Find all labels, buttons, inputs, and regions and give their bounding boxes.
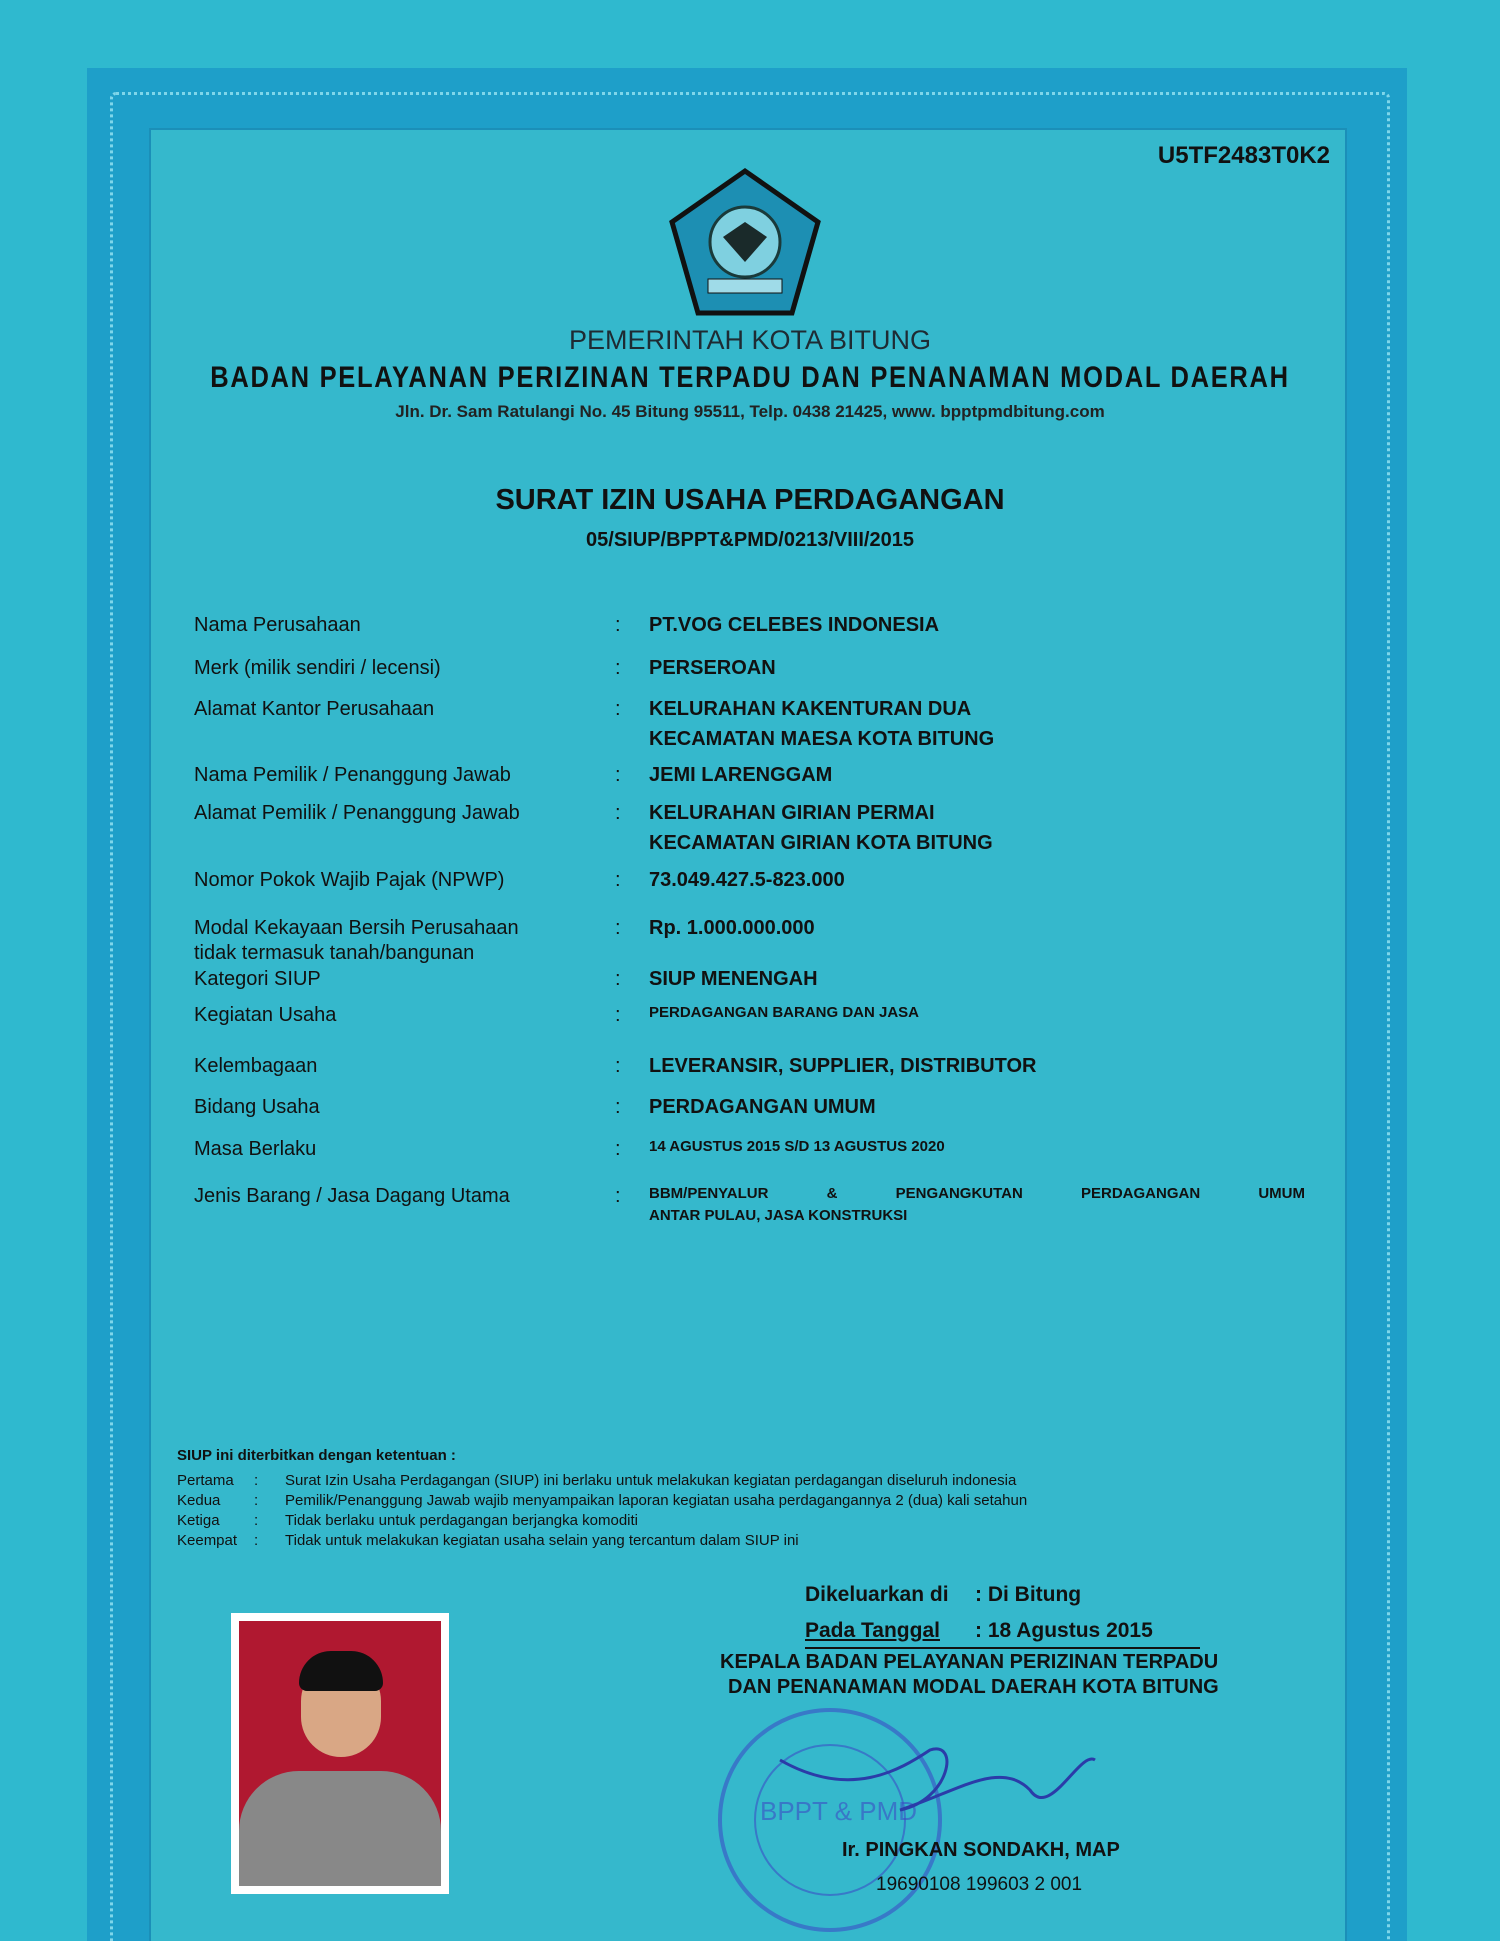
field-label: Nama Pemilik / Penanggung Jawab (194, 764, 511, 786)
government-name: PEMERINTAH KOTA BITUNG (568, 325, 932, 355)
field-colon: : (615, 1004, 621, 1026)
issue-place-label: Dikeluarkan di (805, 1583, 949, 1606)
term-colon: : (254, 1512, 259, 1529)
field-value: 14 AGUSTUS 2015 S/D 13 AGUSTUS 2020 (649, 1138, 945, 1155)
field-value: KELURAHAN GIRIAN PERMAI (649, 802, 935, 824)
date-underline (805, 1647, 1200, 1649)
field-colon: : (615, 1055, 621, 1077)
field-label: Modal Kekayaan Bersih Perusahaan (194, 917, 519, 939)
term-colon: : (254, 1532, 259, 1549)
term-item (177, 1512, 639, 1529)
agency-name: BADAN PELAYANAN PERIZINAN TERPADU DAN PENANAMAN MODAL DAERAH (210, 361, 1290, 394)
field-label: Kategori SIUP (194, 968, 321, 990)
term-key: Pertama (177, 1472, 234, 1489)
field-value: SIUP MENENGAH (649, 968, 818, 990)
field-label: Nomor Pokok Wajib Pajak (NPWP) (194, 869, 505, 891)
stamp-text: BPPT & PMD (760, 1796, 918, 1826)
official-stamp-and-signature (700, 1690, 1120, 1941)
official-name: Ir. PINGKAN SONDAKH, MAP (842, 1839, 1120, 1861)
term-text: Pemilik/Penanggung Jawab wajib menyampaikan laporan kegiatan usaha perdagangannya 2 (dua) kali setahun (285, 1492, 1028, 1509)
document-title: SURAT IZIN USAHA PERDAGANGAN (495, 484, 1005, 516)
field-colon: : (615, 614, 621, 636)
field-label: Alamat Kantor Perusahaan (194, 698, 435, 720)
term-item (177, 1532, 799, 1549)
field-colon: : (615, 657, 621, 679)
terms-heading: SIUP ini diterbitkan dengan ketentuan : (177, 1447, 456, 1464)
official-title-1: KEPALA BADAN PELAYANAN PERIZINAN TERPADU (720, 1651, 1219, 1673)
field-label: Kegiatan Usaha (194, 1004, 337, 1026)
field-colon: : (615, 968, 621, 990)
field-colon: : (615, 917, 621, 939)
field-label: Alamat Pemilik / Penanggung Jawab (194, 802, 520, 824)
field-value: JEMI LARENGGAM (649, 764, 833, 786)
field-label: Masa Berlaku (194, 1138, 317, 1160)
field-colon: : (615, 802, 621, 824)
field-value: PT.VOG CELEBES INDONESIA (649, 614, 940, 636)
field-value: PERDAGANGAN BARANG DAN JASA (649, 1004, 920, 1021)
field-value: PERDAGANGAN UMUM (649, 1096, 876, 1118)
term-text: Tidak untuk melakukan kegiatan usaha selain yang tercantum dalam SIUP ini (285, 1532, 799, 1549)
field-value: KELURAHAN KAKENTURAN DUA (649, 698, 972, 720)
field-value: KECAMATAN MAESA KOTA BITUNG (649, 728, 995, 750)
field-value: PERSEROAN (649, 657, 776, 679)
field-label: Kelembagaan (194, 1055, 318, 1077)
issue-place: : Di Bitung (975, 1583, 1082, 1606)
issue-date-label: Pada Tanggal (805, 1619, 940, 1642)
kota-bitung-logo (668, 167, 822, 317)
term-key: Ketiga (177, 1512, 220, 1529)
term-colon: : (254, 1472, 259, 1489)
official-title-2: DAN PENANAMAN MODAL DAERAH KOTA BITUNG (728, 1676, 1219, 1698)
term-key: Keempat (177, 1532, 238, 1549)
term-item (177, 1492, 1028, 1509)
issue-date: : 18 Agustus 2015 (975, 1619, 1153, 1642)
field-value: Rp. 1.000.000.000 (649, 917, 815, 939)
field-value: KECAMATAN GIRIAN KOTA BITUNG (649, 832, 993, 854)
field-label: tidak termasuk tanah/bangunan (194, 942, 475, 964)
term-item (177, 1472, 1017, 1489)
term-colon: : (254, 1492, 259, 1509)
field-label: Nama Perusahaan (194, 614, 361, 636)
term-text: Tidak berlaku untuk perdagangan berjangka komoditi (285, 1512, 639, 1529)
term-key: Kedua (177, 1492, 221, 1509)
field-value: 73.049.427.5-823.000 (649, 869, 845, 891)
field-colon: : (615, 869, 621, 891)
document-code: U5TF2483T0K2 (1157, 142, 1330, 169)
field-colon: : (615, 764, 621, 786)
field-label: Jenis Barang / Jasa Dagang Utama (194, 1185, 510, 1207)
term-text: Surat Izin Usaha Perdagangan (SIUP) ini berlaku untuk melakukan kegiatan perdagangan diseluruh indonesia (285, 1472, 1017, 1489)
field-label: Merk (milik sendiri / lecensi) (194, 657, 441, 679)
field-label: Bidang Usaha (194, 1096, 320, 1118)
field-colon: : (615, 698, 621, 720)
field-colon: : (615, 1096, 621, 1118)
field-colon: : (615, 1138, 621, 1160)
owner-photo (231, 1613, 449, 1894)
agency-address: Jln. Dr. Sam Ratulangi No. 45 Bitung 95511, Telp. 0438 21425, www. bpptpmdbitung.com (395, 402, 1105, 421)
field-value: ANTAR PULAU, JASA KONSTRUKSI (649, 1207, 908, 1224)
document-number: 05/SIUP/BPPT&PMD/0213/VIII/2015 (586, 529, 914, 551)
field-colon: : (615, 1185, 621, 1207)
official-nip: 19690108 199603 2 001 (876, 1874, 1083, 1895)
field-value: LEVERANSIR, SUPPLIER, DISTRIBUTOR (649, 1055, 1037, 1077)
field-value: BBM/PENYALUR & PENGANGKUTAN PERDAGANGAN UMUM (649, 1185, 1305, 1202)
